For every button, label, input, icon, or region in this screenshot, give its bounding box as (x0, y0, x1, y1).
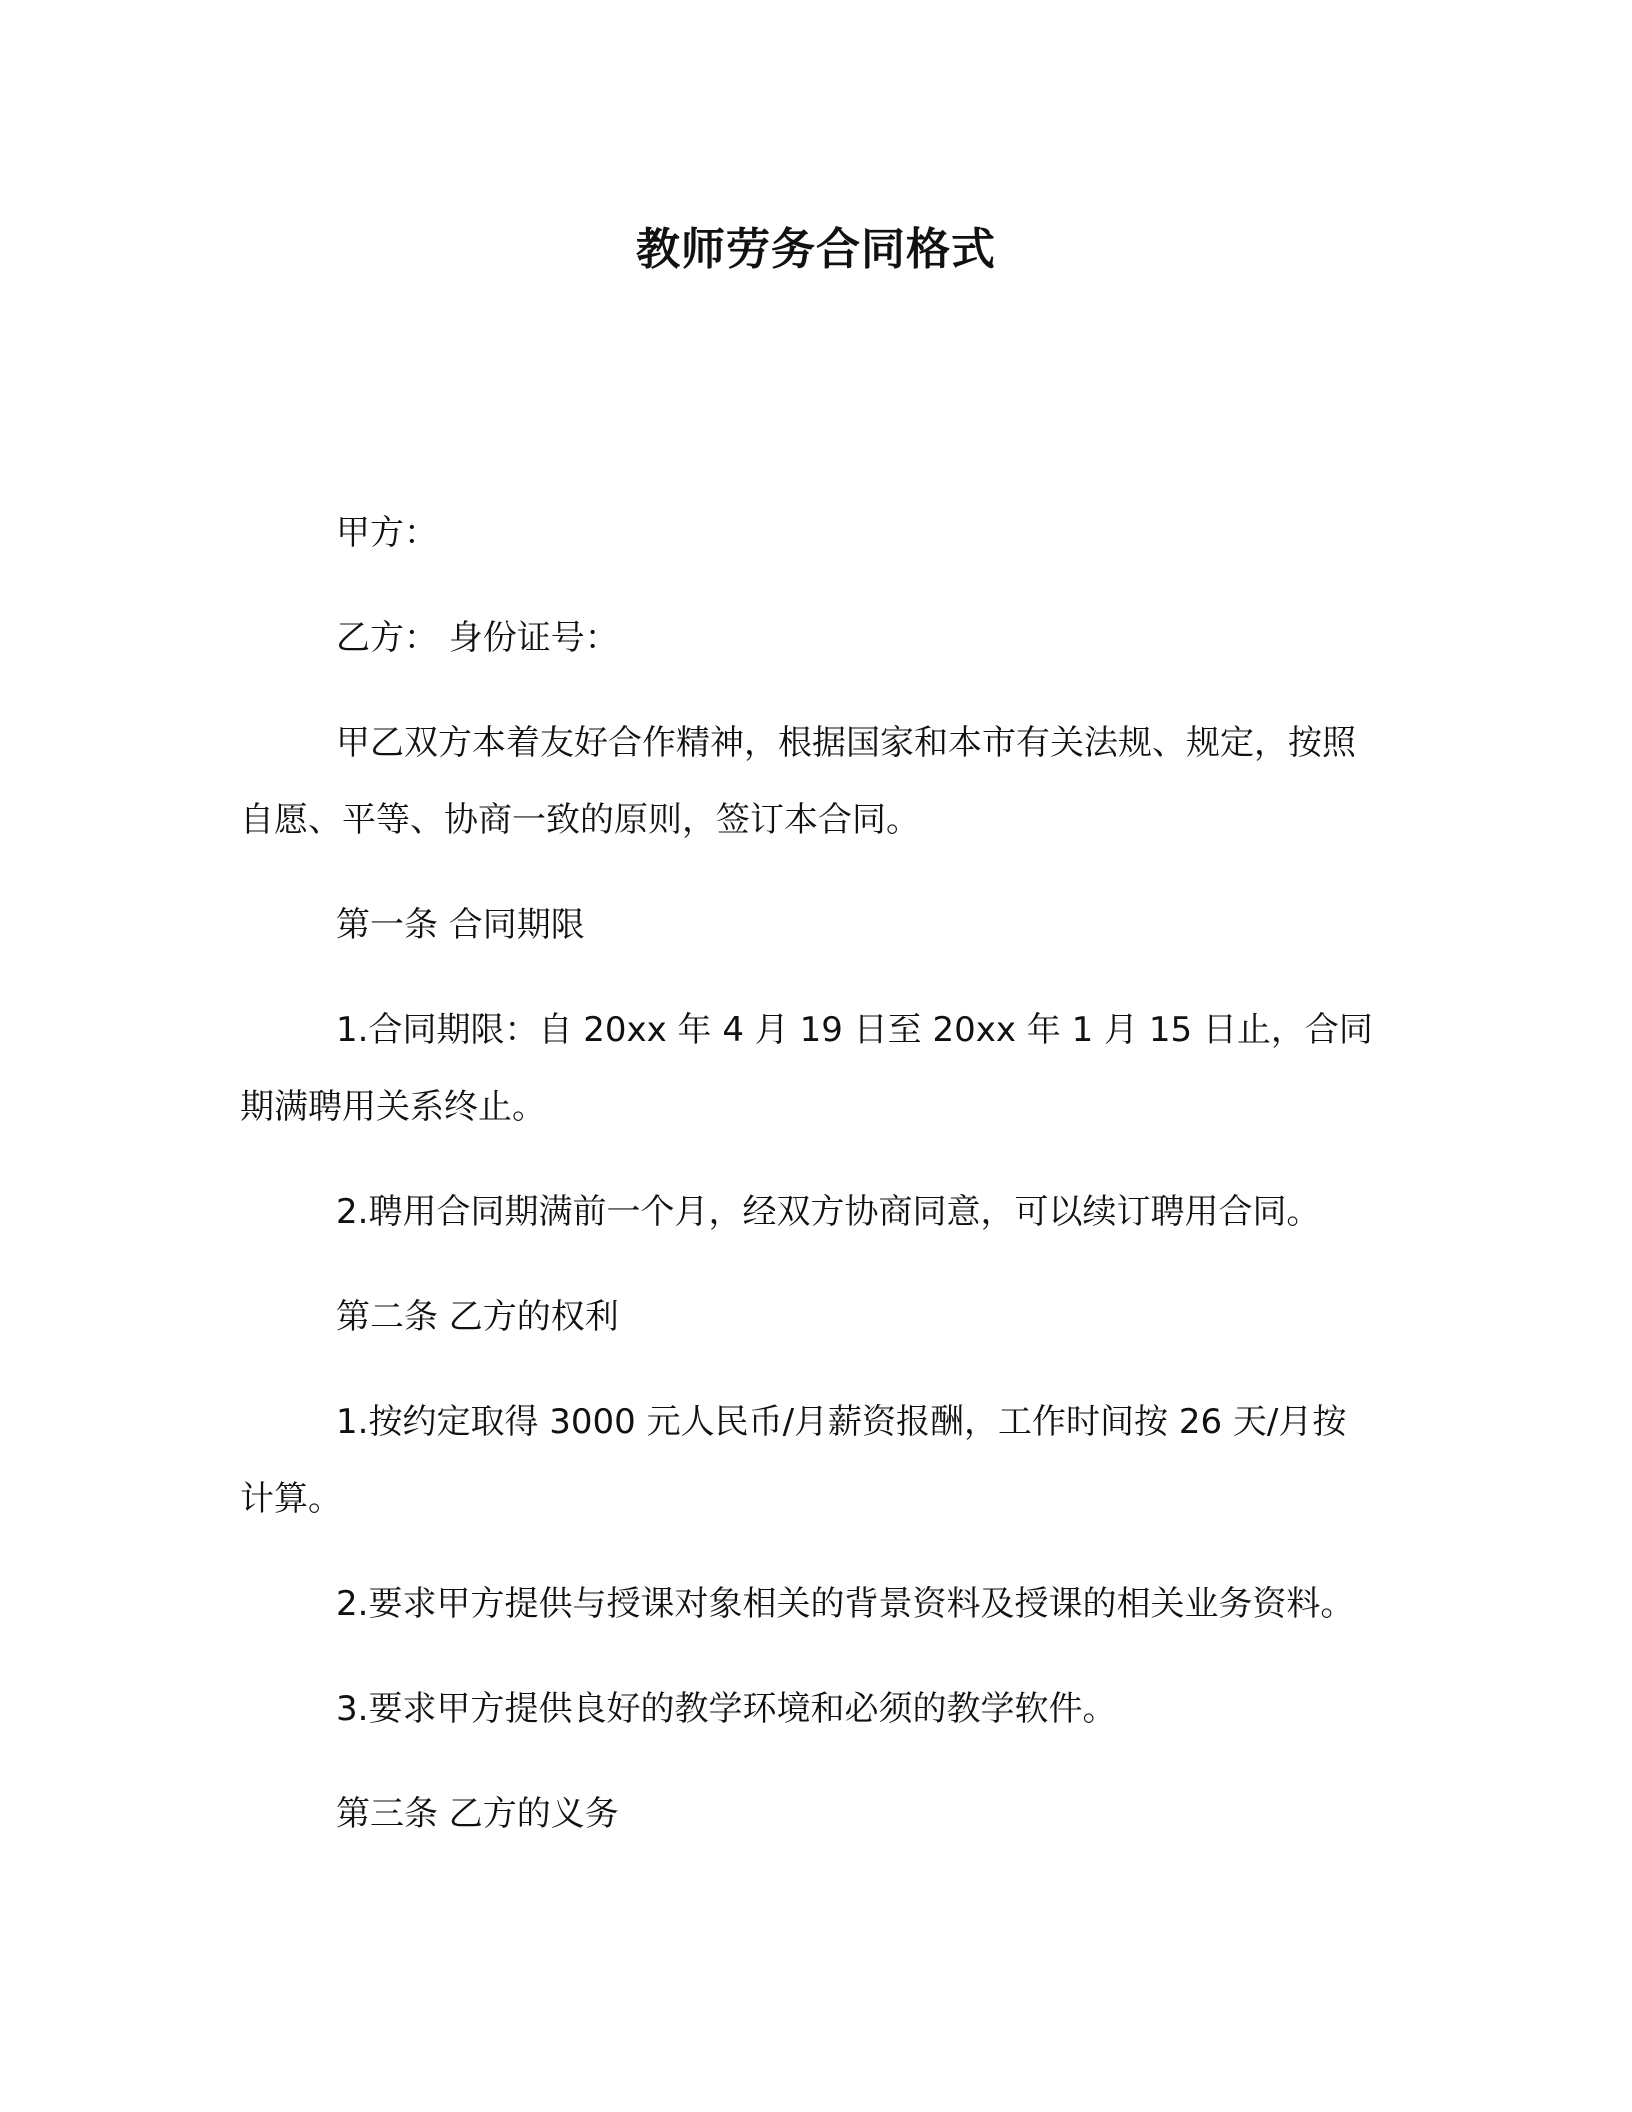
article-three-heading: 第三条 乙方的义务 (336, 1794, 619, 1834)
party-a-line: 甲方： (336, 513, 438, 553)
document-body (240, 495, 1380, 1881)
article-two-clause-2: 2.要求甲方提供与授课对象相关的背景资料及授课的相关业务资料。 (336, 1584, 1355, 1624)
article-two-clause-1: 1.按约定取得 3000 元人民币/月薪资报酬，工作时间按 26 天/月按计算。 (240, 1402, 1347, 1519)
preamble-paragraph: 甲乙双方本着友好合作精神，根据国家和本市有关法规、规定，按照自愿、平等、协商一致的原则，签订本合同。 (240, 723, 1356, 840)
article-two-clause-3: 3.要求甲方提供良好的教学环境和必须的教学软件。 (336, 1689, 1117, 1729)
article-one-heading: 第一条 合同期限 (336, 905, 585, 945)
article-one-clause-2: 2.聘用合同期满前一个月，经双方协商同意，可以续订聘用合同。 (336, 1192, 1321, 1232)
document-title: 教师劳务合同格式 (636, 224, 996, 275)
article-one-clause-1: 1.合同期限：自 20xx 年 4 月 19 日至 20xx 年 1 月 15 日止，合同期满聘用关系终止。 (240, 1010, 1373, 1127)
party-b-line: 乙方： 身份证号： (336, 618, 619, 658)
article-two-heading: 第二条 乙方的权利 (336, 1297, 619, 1337)
